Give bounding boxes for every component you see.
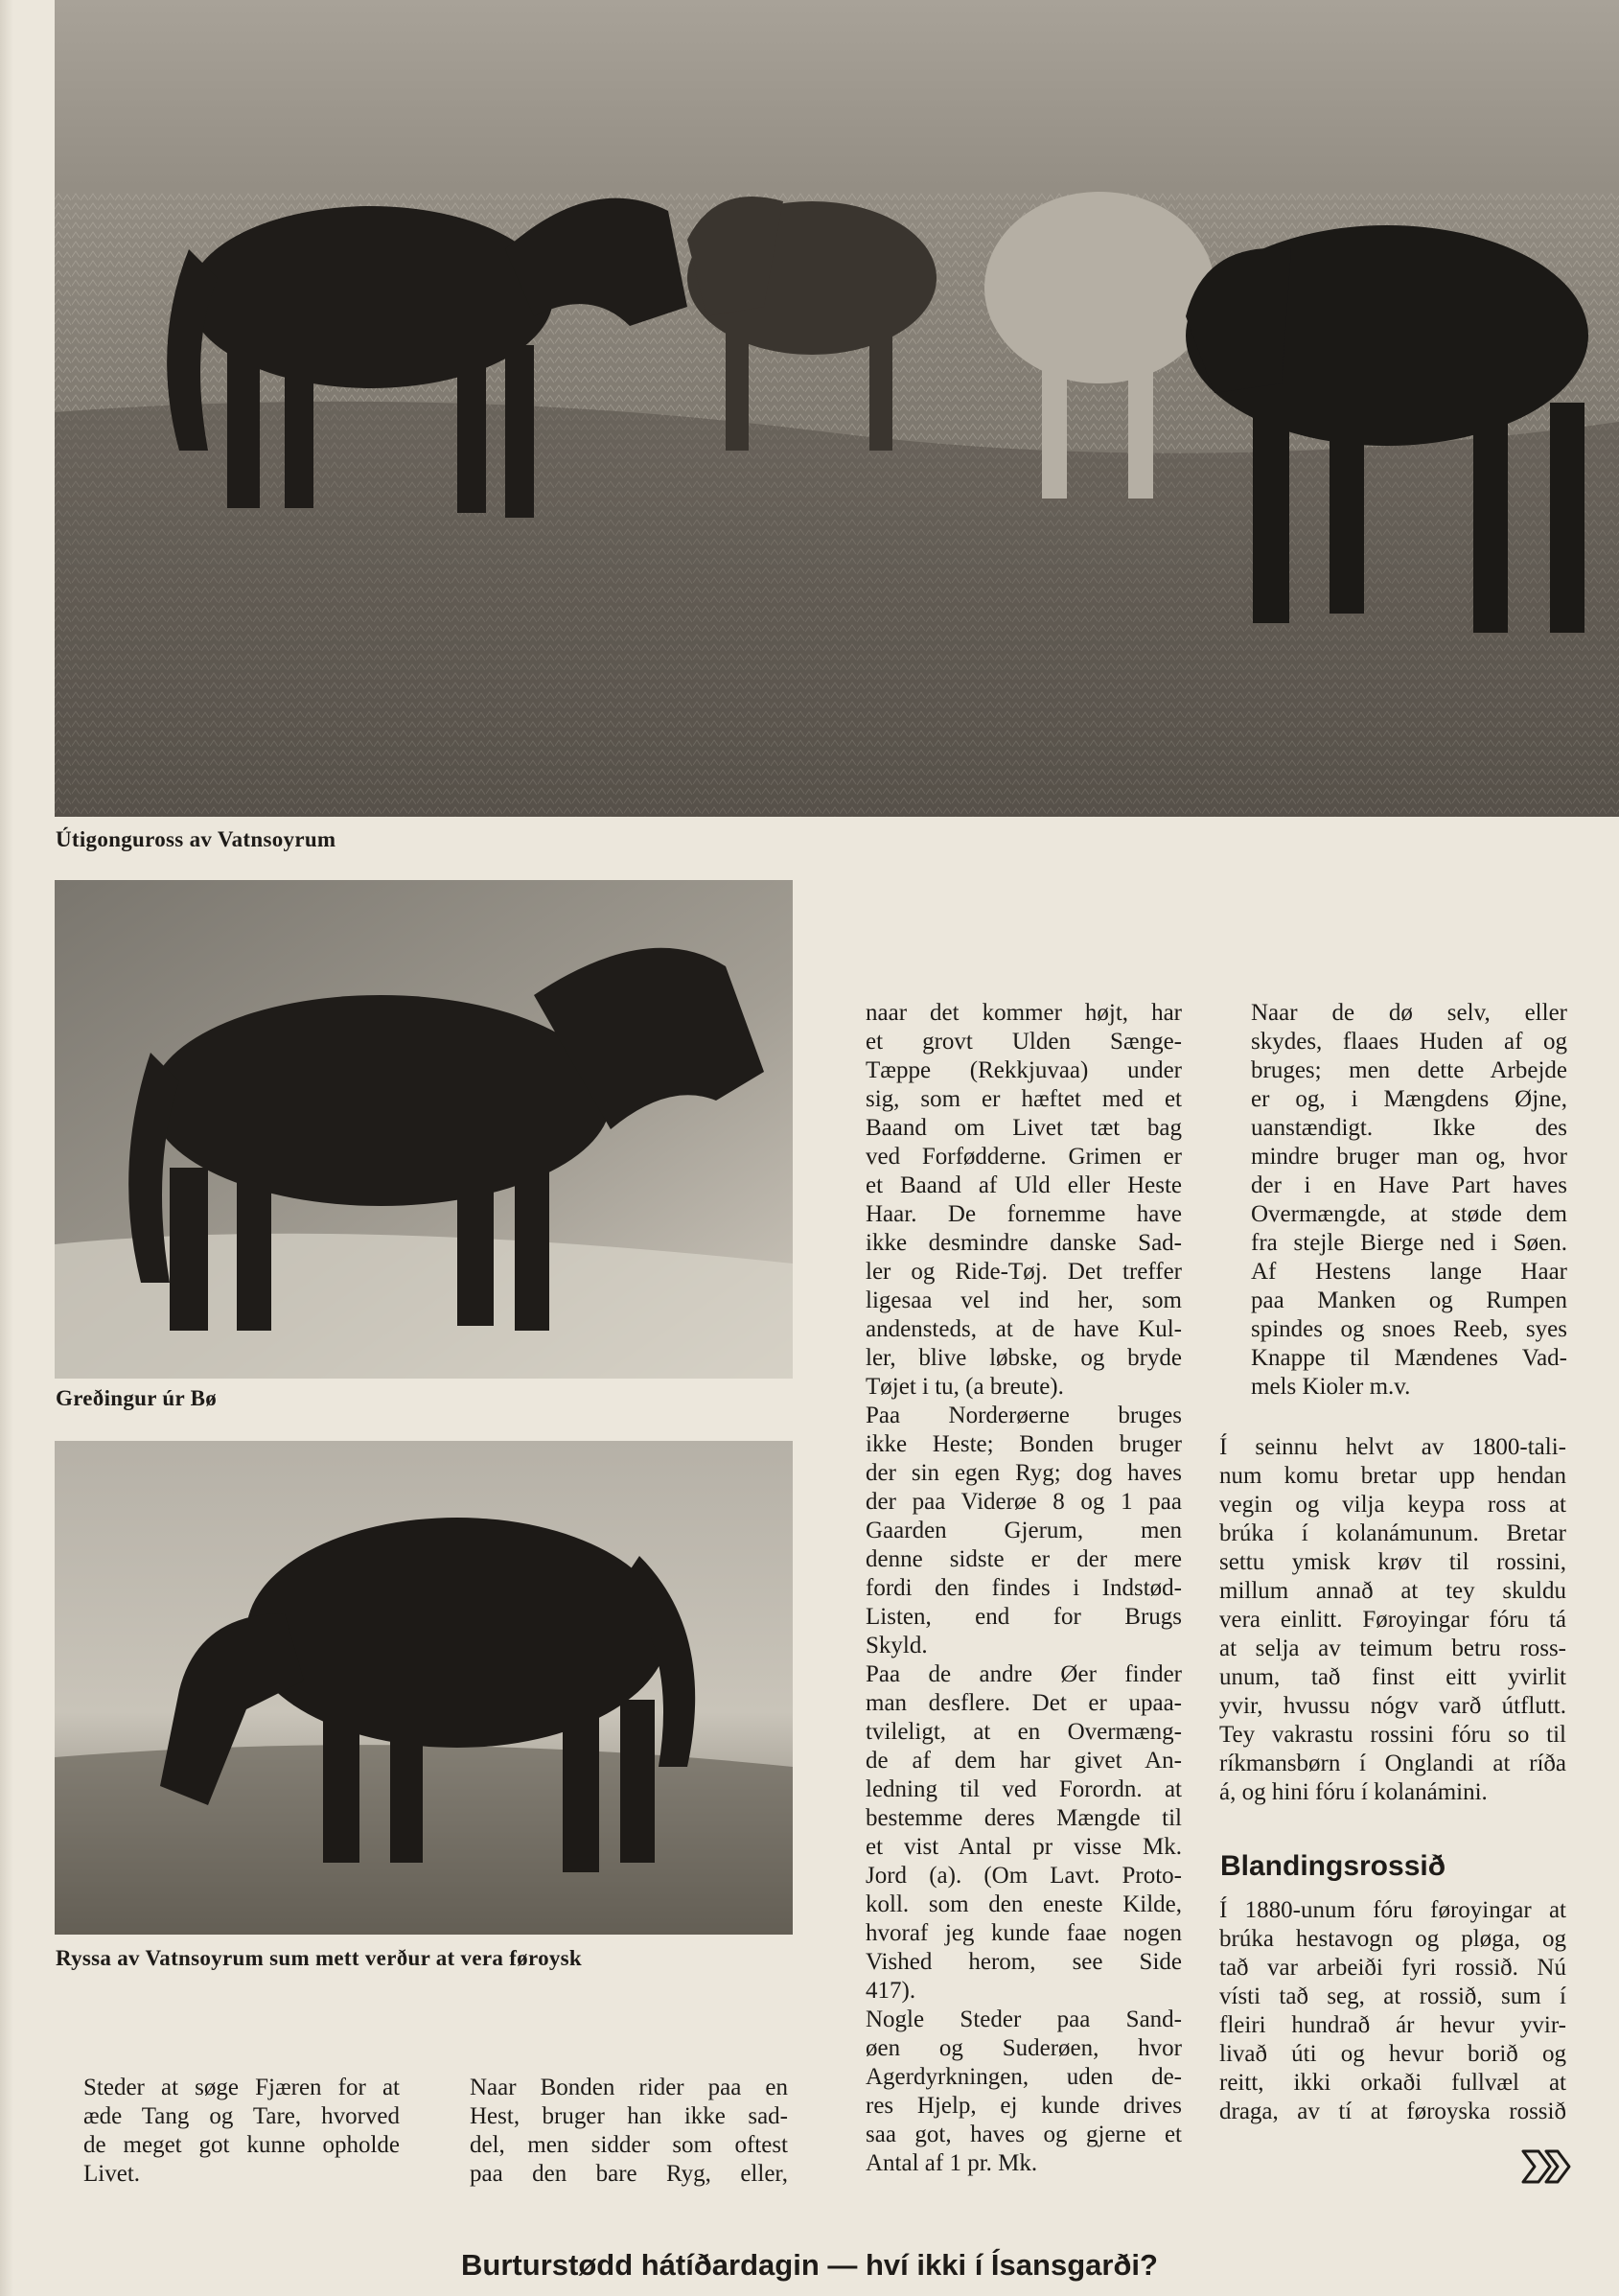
text-line: ler og Ride-Tøj. Det treffer — [866, 1259, 1182, 1285]
text-line: mindre bruger man og, hvor — [1251, 1144, 1567, 1170]
text-column-3 — [866, 999, 1182, 2178]
text-line: 417). — [866, 1978, 916, 2004]
text-line: Af Hestens lange Haar — [1251, 1259, 1567, 1285]
text-line: bruges; men dette Arbejde — [1251, 1057, 1567, 1083]
text-line: Vished herom, see Side — [866, 1949, 1182, 1975]
text-line: der sin egen Ryg; dog haves — [866, 1460, 1182, 1486]
text-line: Jord (a). (Om Lavt. Proto- — [866, 1863, 1182, 1889]
text-line: Haar. De fornemme have — [866, 1201, 1182, 1227]
text-line: ríkmansbørn í Onglandi at ríða — [1219, 1751, 1566, 1776]
text-line: ikke Heste; Bonden bruger — [866, 1431, 1182, 1457]
text-line: tvileligt, at en Overmæng- — [866, 1719, 1182, 1745]
text-line: Paa Norderøerne bruges — [866, 1403, 1182, 1428]
text-line: Naar Bonden rider paa en — [470, 2075, 788, 2100]
text-line: del, men sidder som oftest — [470, 2132, 788, 2158]
text-line: Í seinnu helvt av 1800-tali- — [1219, 1434, 1566, 1460]
text-line: fordi den findes i Indstød- — [866, 1575, 1182, 1601]
text-line: num komu bretar upp hendan — [1219, 1463, 1566, 1489]
text-line: Tøjet i tu, (a breute). — [866, 1374, 1064, 1400]
text-line: tað var arbeiði fyri rossið. Nú — [1219, 1955, 1566, 1981]
photo-grazing-mare — [55, 1441, 793, 1935]
grazing-mare-photo-icon — [55, 1441, 793, 1935]
text-line: ligesaa vel ind her, som — [866, 1287, 1182, 1313]
text-line: ledning til ved Forordn. at — [866, 1776, 1182, 1802]
text-line: reitt, ikki orkaði fullvæl at — [1219, 2070, 1566, 2096]
text-line: bestemme deres Mængde til — [866, 1805, 1182, 1831]
photo-caption: Greðingur úr Bø — [56, 1386, 218, 1410]
text-line: saa got, haves og gjerne et — [866, 2122, 1182, 2147]
text-line: spindes og snoes Reeb, syes — [1251, 1316, 1567, 1342]
text-line: Steder at søge Fjæren for at — [83, 2075, 400, 2100]
text-line: koll. som den eneste Kilde, — [866, 1891, 1182, 1917]
text-line: ler, blive løbske, og bryde — [866, 1345, 1182, 1371]
text-line: mels Kioler m.v. — [1251, 1374, 1411, 1400]
page-edge-shadow — [0, 0, 13, 2296]
stallion-photo-icon — [55, 880, 793, 1379]
text-column-2 — [470, 2074, 788, 2189]
text-line: naar det kommer højt, har — [866, 1000, 1182, 1026]
text-line: yvir, hvussu nógv varð útflutt. — [1219, 1693, 1566, 1719]
text-line: Hest, bruger han ikke sad- — [470, 2103, 788, 2129]
text-line: vegin og vilja keypa ross at — [1219, 1492, 1566, 1518]
text-line: ved Forfødderne. Grimen er — [866, 1144, 1182, 1170]
photo-stallion — [55, 880, 793, 1379]
text-line: livað úti og hevur borið og — [1219, 2041, 1566, 2067]
text-line: paa den bare Ryg, eller, — [470, 2161, 788, 2187]
text-line: Antal af 1 pr. Mk. — [866, 2150, 1038, 2176]
text-line: á, og hini fóru í kolanámini. — [1219, 1779, 1488, 1805]
text-line: æde Tang og Tare, hvorved — [83, 2103, 400, 2129]
text-line: et vist Antal pr visse Mk. — [866, 1834, 1182, 1860]
text-line: fra stejle Bierge ned i Søen. — [1251, 1230, 1567, 1256]
text-line: settu ymisk krøv til rossini, — [1219, 1549, 1566, 1575]
text-line: Listen, end for Brugs — [866, 1604, 1182, 1630]
text-line: ikke desmindre danske Sad- — [866, 1230, 1182, 1256]
text-line: Paa de andre Øer finder — [866, 1661, 1182, 1687]
text-line: der paa Viderøe 8 og 1 paa — [866, 1489, 1182, 1515]
section-heading: Blandingsrossið — [1220, 1850, 1446, 1882]
text-line: at selja av teimum betru ross- — [1219, 1635, 1566, 1661]
text-line: de af dem har givet An- — [866, 1748, 1182, 1774]
text-line: et Baand af Uld eller Heste — [866, 1172, 1182, 1198]
text-line: Baand om Livet tæt bag — [866, 1115, 1182, 1141]
text-line: denne sidste er der mere — [866, 1546, 1182, 1572]
text-line: fleiri hundrað ár hevur yvir- — [1219, 2012, 1566, 2038]
text-line: de meget got kunne opholde — [83, 2132, 400, 2158]
text-line: Skyld. — [866, 1633, 928, 1658]
text-line: Overmængde, at støde dem — [1251, 1201, 1567, 1227]
text-line: millum annað at tey skuldu — [1219, 1578, 1566, 1604]
photo-horse-herd — [55, 0, 1619, 817]
text-line: Livet. — [83, 2161, 141, 2187]
footer-slogan: Burturstødd hátíðardagin — hví ikki í Ísansgarði? — [461, 2248, 1158, 2282]
photo-caption: Útigonguross av Vatnsoyrum — [56, 827, 336, 851]
text-line: Tæppe (Rekkjuvaa) under — [866, 1057, 1182, 1083]
text-line: brúka í kolanámunum. Bretar — [1219, 1520, 1566, 1546]
text-line: vísti tað seg, at rossið, sum í — [1219, 1983, 1566, 2009]
text-line: res Hjelp, ej kunde drives — [866, 2093, 1182, 2119]
text-line: et grovt Ulden Sænge- — [866, 1029, 1182, 1055]
text-line: Í 1880-unum fóru føroyingar at — [1219, 1897, 1566, 1923]
continue-arrow-icon — [1519, 2147, 1575, 2186]
text-column-4-faroese — [1219, 1433, 1566, 1807]
text-line: øen og Suderøen, hvor — [866, 2035, 1182, 2061]
text-line: sig, som er hæftet med et — [866, 1086, 1182, 1112]
text-line: Knappe til Mændenes Vad- — [1251, 1345, 1567, 1371]
text-line: Agerdyrkningen, uden de- — [866, 2064, 1182, 2090]
text-line: Gaarden Gjerum, men — [866, 1518, 1182, 1543]
text-line: brúka hestavogn og pløga, og — [1219, 1926, 1566, 1952]
text-line: andensteds, at de have Kul- — [866, 1316, 1182, 1342]
text-line: uanstændigt. Ikke des — [1251, 1115, 1567, 1141]
text-line: draga, av tí at føroyska rossið — [1219, 2099, 1566, 2124]
text-column-4-section — [1219, 1896, 1566, 2126]
text-line: Naar de dø selv, eller — [1251, 1000, 1567, 1026]
text-line: hvoraf jeg kunde faae nogen — [866, 1920, 1182, 1946]
text-column-4 — [1251, 999, 1567, 1402]
text-line: skydes, flaaes Huden af og — [1251, 1029, 1567, 1055]
text-line: paa Manken og Rumpen — [1251, 1287, 1567, 1313]
text-line: Tey vakrastu rossini fóru so til — [1219, 1722, 1566, 1748]
text-column-1 — [83, 2074, 400, 2189]
text-line: unum, tað finst eitt yvirlit — [1219, 1664, 1566, 1690]
text-line: er og, i Mængdens Øjne, — [1251, 1086, 1567, 1112]
text-line: man desflere. Det er upaa- — [866, 1690, 1182, 1716]
horse-herd-photo-icon — [55, 0, 1619, 817]
photo-caption: Ryssa av Vatnsoyrum sum mett verður at vera føroysk — [56, 1946, 583, 1970]
text-line: vera einlitt. Føroyingar fóru tá — [1219, 1607, 1566, 1633]
text-line: der i en Have Part haves — [1251, 1172, 1567, 1198]
text-line: Nogle Steder paa Sand- — [866, 2006, 1182, 2032]
